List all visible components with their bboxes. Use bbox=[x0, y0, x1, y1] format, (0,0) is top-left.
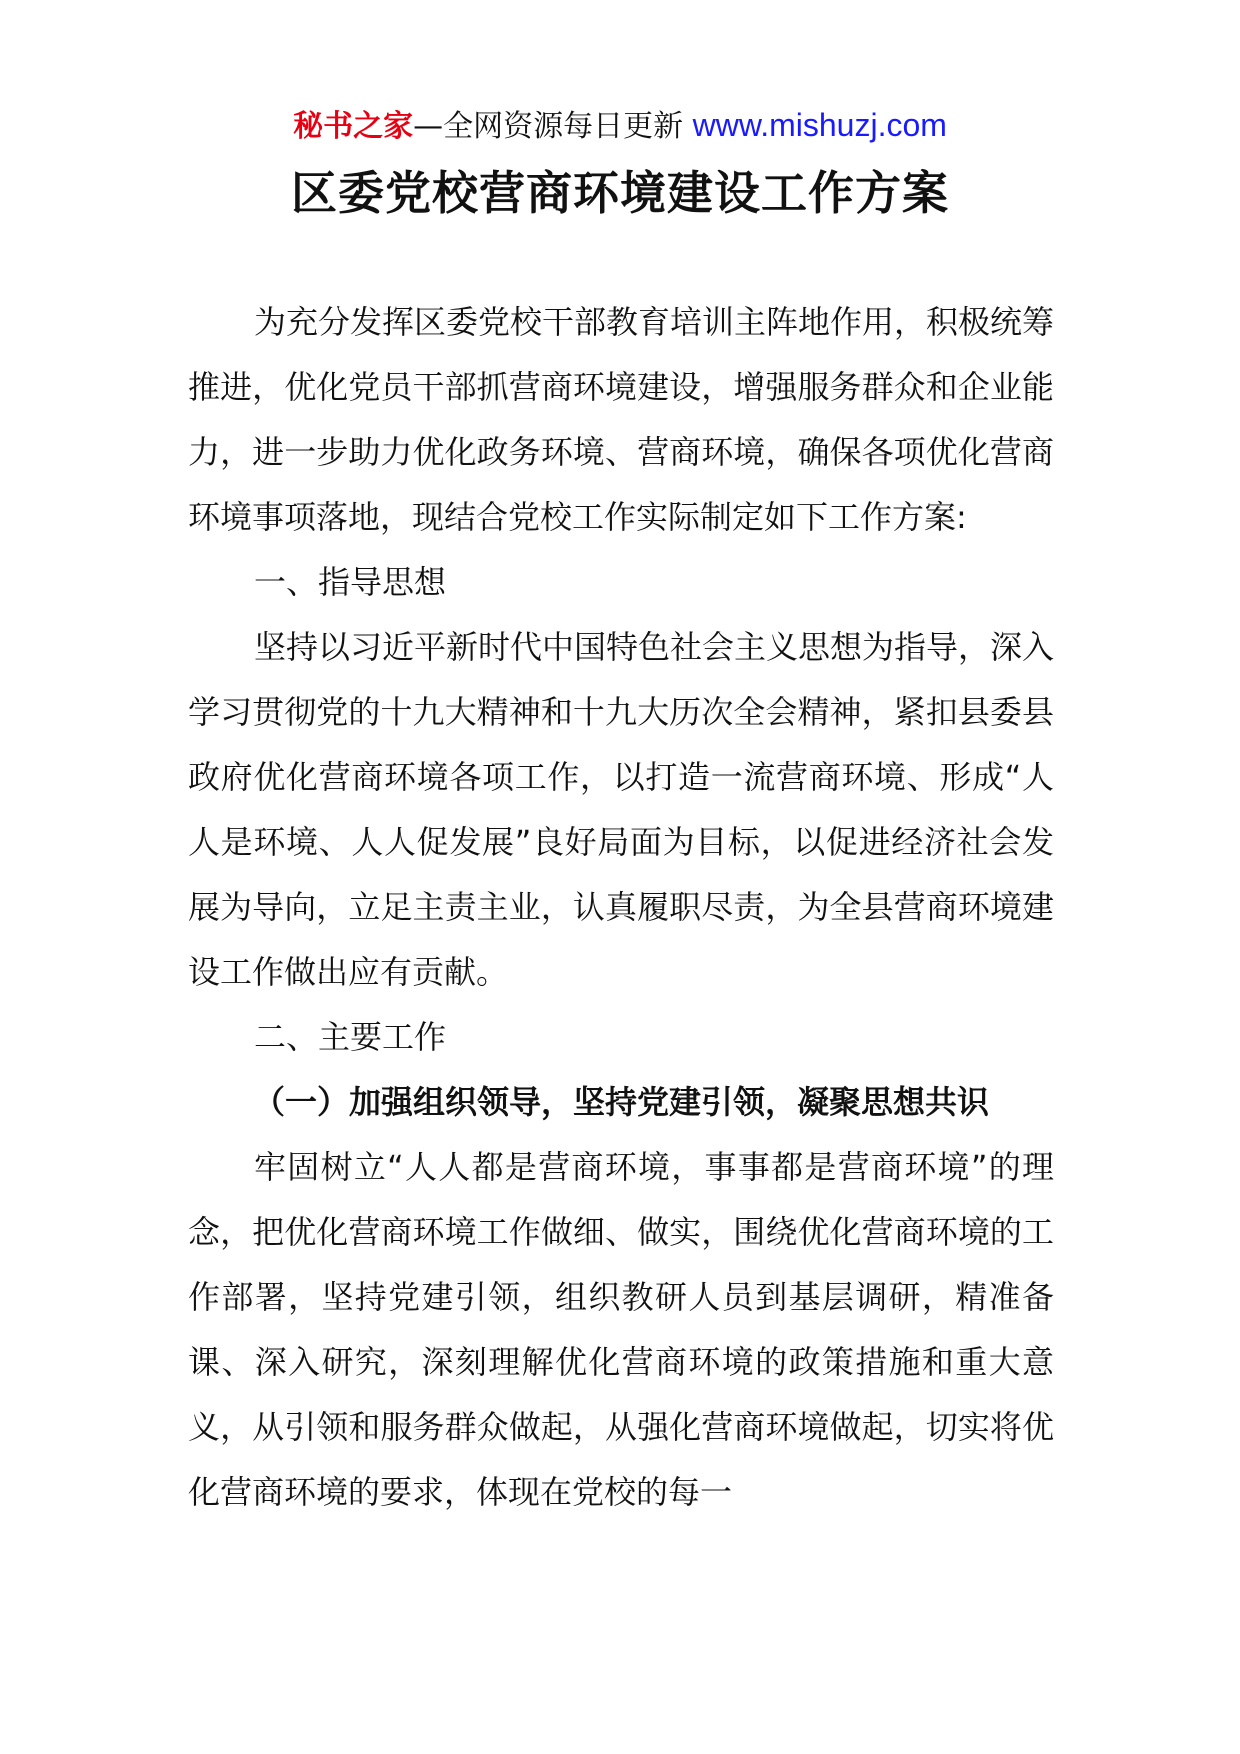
document-title: 区委党校营商环境建设工作方案 bbox=[291, 166, 949, 220]
organization-paragraph: 牢固树立“人人都是营商环境，事事都是营商环境”的理念，把优化营商环境工作做细、做实，围绕优化营商环境的工作部署，坚持党建引领，组织教研人员到基层调研，精准备课、深入研究，深刻理解优化营商环境的政策措施和重大意义，从引领和服务群众做起，从强化营商环境做起，切实将优化营商环境的要求，体现在党校的每一 bbox=[188, 1148, 1054, 1511]
intro-paragraph: 为充分发挥区委党校干部教育培训主阵地作用，积极统筹推进，优化党员干部抓营商环境建设，增强服务群众和企业能力，进一步助力优化政务环境、营商环境，确保各项优化营商环境事项落地，现结合党校工作实际制定如下工作方案: bbox=[188, 303, 1055, 536]
brand-name: 秘书之家 bbox=[293, 109, 414, 144]
section-heading-guiding-ideology: 一、指导思想 bbox=[254, 563, 447, 601]
guiding-ideology-paragraph: 坚持以习近平新时代中国特色社会主义思想为指导，深入学习贯彻党的十九大精神和十九大历次全会精神，紧扣县委县政府优化营商环境各项工作，以打造一流营商环境、形成“人人是环境、人人促发展”良好局面为目标，以促进经济社会发展为导向，立足主责主业，认真履职尽责，为全县营商环境建设工作做出应有贡献。 bbox=[188, 628, 1055, 991]
site-header bbox=[0, 103, 1240, 149]
site-url-link[interactable]: www.mishuzj.com bbox=[692, 107, 947, 143]
document-body bbox=[188, 290, 1054, 1525]
header-tagline: —全网资源每日更新 bbox=[413, 109, 684, 144]
subsection-heading-organization: （一）加强组织领导，坚持党建引领，凝聚思想共识 bbox=[252, 1083, 989, 1121]
section-heading-main-work: 二、主要工作 bbox=[254, 1018, 447, 1056]
